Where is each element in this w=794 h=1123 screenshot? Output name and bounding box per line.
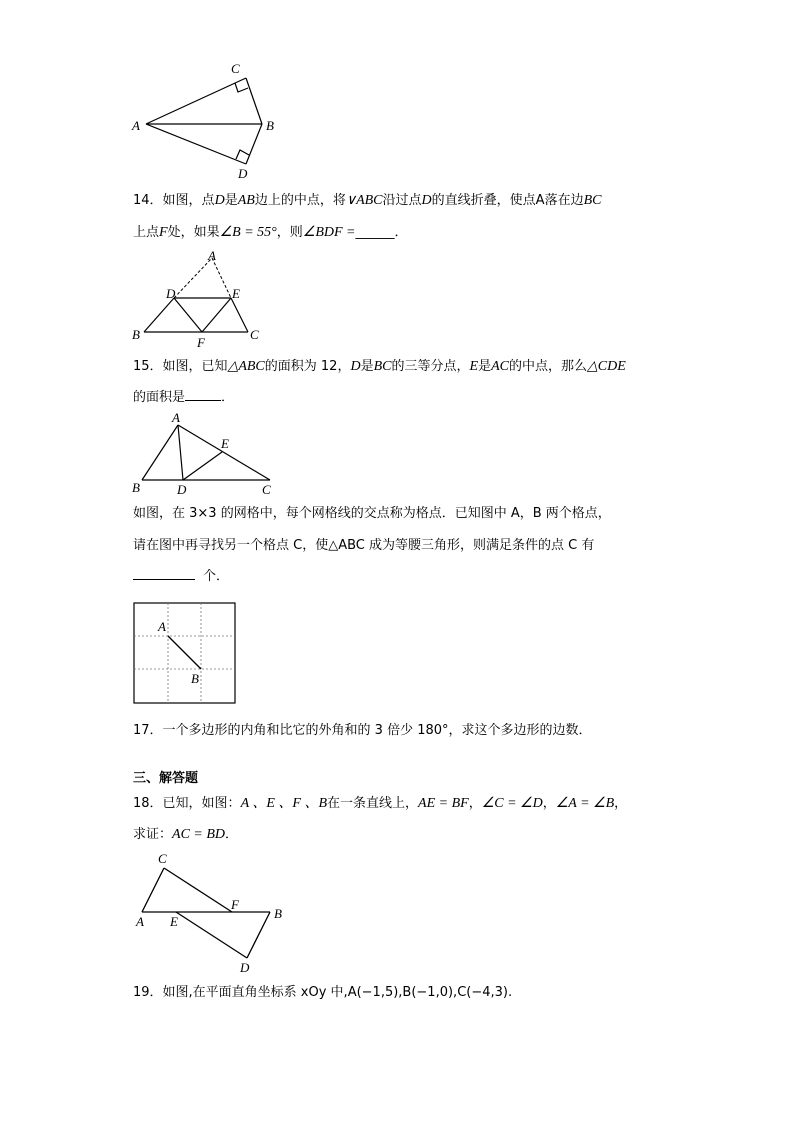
q15-line1: 15．如图，已知△ABC的面积为 12，D是BC的三等分点，E是AC的中点，那么△CDE (133, 359, 626, 374)
label-A: A (136, 914, 144, 929)
label-C: C (262, 482, 271, 497)
label-E: E (232, 286, 240, 301)
label-D: D (166, 286, 176, 301)
label-F: F (197, 335, 205, 350)
label-A: A (132, 118, 140, 133)
q16-answer-blank[interactable] (133, 567, 195, 580)
label-A: A (172, 410, 180, 425)
q19-text: 19．如图,在平面直角坐标系 xOy 中,A(−1,5),B(−1,0),C(−4,3). (133, 985, 513, 1000)
q18-line1: 18．已知，如图：A 、E 、F 、B在一条直线上，AE = BF，∠C = ∠D，∠A = ∠B， (133, 796, 628, 811)
label-D: D (238, 166, 248, 181)
figure-kite (130, 60, 290, 180)
label-C: C (250, 327, 259, 342)
label-D: D (177, 482, 187, 497)
label-C: C (231, 61, 240, 76)
label-E: E (170, 914, 178, 929)
q15-answer-blank[interactable] (185, 388, 221, 401)
q17-text: 17．一个多边形的内角和比它的外角和的 3 倍少 180°，求这个多边形的边数． (133, 723, 592, 738)
q16-line2: 请在图中再寻找另一个格点 C，使△ABC 成为等腰三角形，则满足条件的点 C 有 (133, 538, 595, 553)
label-A: A (208, 248, 216, 263)
label-C: C (158, 851, 167, 866)
q16-line1: 如图，在 3×3 的网格中，每个网格线的交点称为格点．已知图中 A，B 两个格点， (133, 506, 611, 521)
label-B: B (191, 671, 199, 686)
label-B: B (132, 327, 140, 342)
q14-line1: 14．如图，点D是AB边上的中点，将∨ABC沿过点D的直线折叠，使点A落在边BC (133, 193, 602, 208)
label-B: B (274, 906, 282, 921)
label-A: A (158, 619, 166, 634)
label-B: B (132, 480, 140, 495)
figure-two-triangles (130, 850, 300, 980)
q14-answer-blank[interactable]: ______ (355, 225, 395, 240)
label-B: B (266, 118, 274, 133)
q14-line2: 上点F处，如果∠B = 55°，则∠BDF =______． (133, 225, 408, 240)
figure-grid-3x3 (133, 601, 239, 707)
figure-fold-triangle (130, 248, 270, 348)
q16-line3: 个． (133, 567, 229, 586)
label-E: E (221, 436, 229, 451)
label-F: F (231, 897, 239, 912)
q15-line2: 的面积是 ． (133, 390, 235, 405)
figure-triangle-thirds (130, 410, 290, 500)
section-title: 三、解答题 (133, 771, 199, 786)
label-D: D (240, 960, 250, 975)
q18-line2: 求证：AC = BD． (133, 827, 239, 842)
